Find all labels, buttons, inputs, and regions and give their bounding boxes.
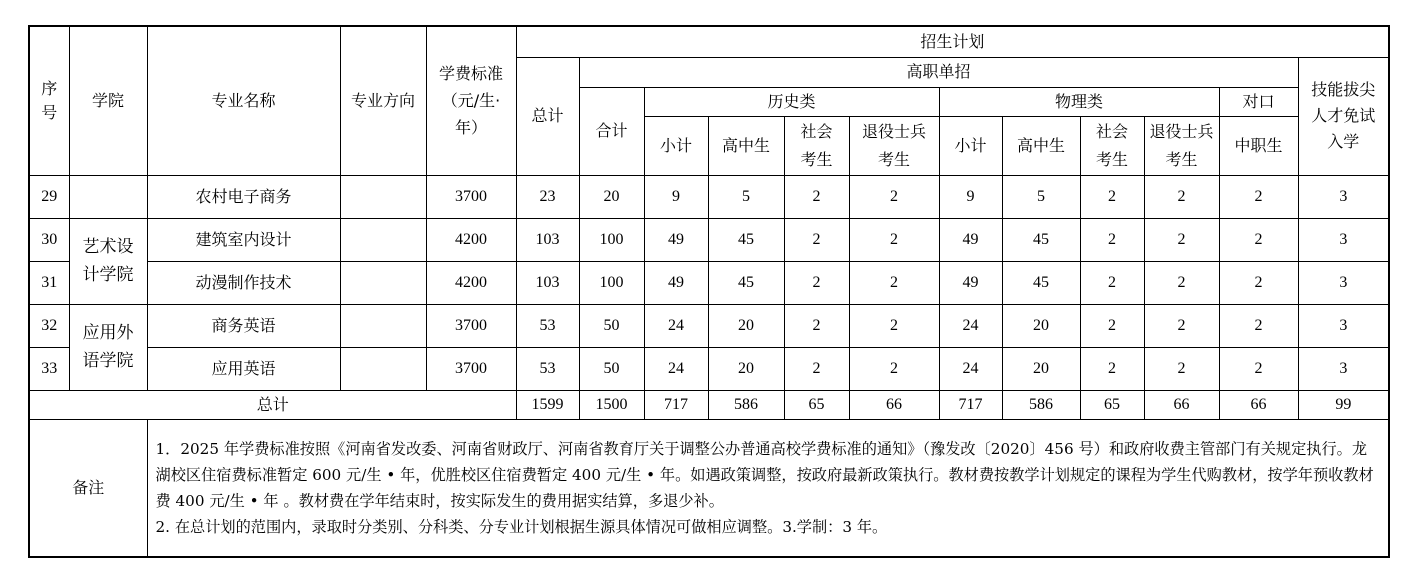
cell-physics-veteran: 2: [1144, 304, 1219, 347]
cell-skill: 3: [1298, 175, 1389, 218]
totals-history-veteran: 66: [849, 390, 939, 419]
cell-physics-social: 2: [1080, 347, 1144, 390]
header-physics: 物理类: [939, 87, 1219, 116]
totals-physics-highschool: 586: [1002, 390, 1080, 419]
header-seq: 序号: [29, 26, 69, 175]
cell-history-subtotal: 49: [644, 261, 708, 304]
header-secondary: 中职生: [1219, 116, 1298, 175]
cell-history-veteran: 2: [849, 347, 939, 390]
header-physics-veteran: 退役士兵考生: [1144, 116, 1219, 175]
cell-tuition: 3700: [426, 304, 516, 347]
cell-history-social: 2: [784, 304, 849, 347]
cell-tuition: 4200: [426, 261, 516, 304]
totals-history-social: 65: [784, 390, 849, 419]
notes-line-1: 1．2025 年学费标准按照《河南省发改委、河南省财政厅、河南省教育厅关于调整公办普通高校学费标准的通知》（豫发改〔2020〕456 号）和政府收费主管部门有关规定执行。龙湖校区住宿费标准暂定 600 元/生 • 年，优胜校区住宿费暂定 400 元/生 • 年。如遇政策调整，按政府最新政策执行。教材费按教学计划规定的课程为学生代购教材，按学年预收教材费 400 元/生 • 年 。教材费在学年结束时，按实际发生的费用据实结算，多退少补。: [155, 439, 1374, 510]
notes-content: [147, 419, 1389, 557]
cell-physics-highschool: 5: [1002, 175, 1080, 218]
cell-physics-social: 2: [1080, 218, 1144, 261]
cell-physics-subtotal: 49: [939, 218, 1002, 261]
cell-direction: [340, 347, 426, 390]
cell-tuition: 3700: [426, 347, 516, 390]
cell-no: 33: [29, 347, 69, 390]
cell-skill: 3: [1298, 304, 1389, 347]
cell-tuition: 4200: [426, 218, 516, 261]
cell-physics-social: 2: [1080, 175, 1144, 218]
cell-total: 23: [516, 175, 579, 218]
cell-major: 建筑室内设计: [147, 218, 340, 261]
notes-row: [29, 419, 1389, 557]
cell-total: 53: [516, 304, 579, 347]
cell-major: 动漫制作技术: [147, 261, 340, 304]
cell-physics-highschool: 45: [1002, 218, 1080, 261]
cell-secondary: 2: [1219, 175, 1298, 218]
header-skill: 技能拔尖人才免试入学: [1298, 57, 1389, 175]
cell-college: 应用外语学院: [69, 304, 147, 390]
cell-history-subtotal: 49: [644, 218, 708, 261]
totals-skill: 99: [1298, 390, 1389, 419]
cell-secondary: 2: [1219, 304, 1298, 347]
cell-physics-social: 2: [1080, 304, 1144, 347]
cell-physics-subtotal: 49: [939, 261, 1002, 304]
cell-history-veteran: 2: [849, 261, 939, 304]
cell-physics-veteran: 2: [1144, 218, 1219, 261]
cell-direction: [340, 175, 426, 218]
cell-physics-highschool: 45: [1002, 261, 1080, 304]
enrollment-plan-table: [28, 25, 1390, 558]
totals-history-subtotal: 717: [644, 390, 708, 419]
cell-history-subtotal: 9: [644, 175, 708, 218]
header-total: 总计: [516, 57, 579, 175]
cell-history-highschool: 45: [708, 261, 784, 304]
cell-history-veteran: 2: [849, 304, 939, 347]
cell-sum: 50: [579, 304, 644, 347]
cell-history-highschool: 20: [708, 304, 784, 347]
cell-tuition: 3700: [426, 175, 516, 218]
cell-total: 53: [516, 347, 579, 390]
cell-major: 农村电子商务: [147, 175, 340, 218]
totals-total: 1599: [516, 390, 579, 419]
cell-history-social: 2: [784, 347, 849, 390]
table-row: [29, 218, 1389, 261]
cell-direction: [340, 261, 426, 304]
cell-sum: 20: [579, 175, 644, 218]
cell-no: 29: [29, 175, 69, 218]
cell-total: 103: [516, 261, 579, 304]
cell-history-social: 2: [784, 175, 849, 218]
cell-physics-veteran: 2: [1144, 175, 1219, 218]
header-history-veteran: 退役士兵考生: [849, 116, 939, 175]
totals-history-highschool: 586: [708, 390, 784, 419]
table-row: [29, 175, 1389, 218]
header-history-subtotal: 小计: [644, 116, 708, 175]
cell-college: 艺术设计学院: [69, 218, 147, 304]
cell-no: 30: [29, 218, 69, 261]
table-row: [29, 304, 1389, 347]
cell-skill: 3: [1298, 261, 1389, 304]
header-vocational: 高职单招: [579, 57, 1298, 87]
cell-sum: 50: [579, 347, 644, 390]
header-college: 学院: [69, 26, 147, 175]
cell-history-highschool: 45: [708, 218, 784, 261]
totals-physics-subtotal: 717: [939, 390, 1002, 419]
totals-secondary: 66: [1219, 390, 1298, 419]
cell-history-subtotal: 24: [644, 304, 708, 347]
header-tuition: 学费标准（元/生·年）: [426, 26, 516, 175]
cell-sum: 100: [579, 218, 644, 261]
header-plan: 招生计划: [516, 26, 1389, 57]
header-history-social: 社会考生: [784, 116, 849, 175]
cell-no: 31: [29, 261, 69, 304]
notes-line-2: 2. 在总计划的范围内，录取时分类别、分科类、分专业计划根据生源具体情况可做相应调整。3.学制：3 年。: [155, 517, 888, 536]
header-counterpart: 对口: [1219, 87, 1298, 116]
cell-physics-veteran: 2: [1144, 261, 1219, 304]
cell-physics-subtotal: 24: [939, 304, 1002, 347]
header-history-highschool: 高中生: [708, 116, 784, 175]
cell-secondary: 2: [1219, 347, 1298, 390]
header-physics-highschool: 高中生: [1002, 116, 1080, 175]
cell-skill: 3: [1298, 218, 1389, 261]
header-major: 专业名称: [147, 26, 340, 175]
cell-physics-subtotal: 9: [939, 175, 1002, 218]
notes-label: 备注: [29, 419, 147, 557]
cell-physics-highschool: 20: [1002, 347, 1080, 390]
totals-physics-social: 65: [1080, 390, 1144, 419]
header-direction: 专业方向: [340, 26, 426, 175]
cell-major: 商务英语: [147, 304, 340, 347]
cell-history-highschool: 5: [708, 175, 784, 218]
cell-secondary: 2: [1219, 218, 1298, 261]
table-row: [29, 347, 1389, 390]
cell-physics-social: 2: [1080, 261, 1144, 304]
cell-physics-subtotal: 24: [939, 347, 1002, 390]
cell-sum: 100: [579, 261, 644, 304]
cell-physics-veteran: 2: [1144, 347, 1219, 390]
header-history: 历史类: [644, 87, 939, 116]
header-row-1: [29, 26, 1389, 57]
totals-row: [29, 390, 1389, 419]
cell-direction: [340, 304, 426, 347]
cell-skill: 3: [1298, 347, 1389, 390]
cell-history-social: 2: [784, 218, 849, 261]
header-physics-social: 社会考生: [1080, 116, 1144, 175]
cell-total: 103: [516, 218, 579, 261]
totals-sum: 1500: [579, 390, 644, 419]
cell-history-veteran: 2: [849, 175, 939, 218]
totals-physics-veteran: 66: [1144, 390, 1219, 419]
header-subtotal-all: 合计: [579, 87, 644, 175]
cell-no: 32: [29, 304, 69, 347]
cell-physics-highschool: 20: [1002, 304, 1080, 347]
totals-label: 总计: [29, 390, 516, 419]
cell-college: [69, 175, 147, 218]
cell-history-highschool: 20: [708, 347, 784, 390]
cell-secondary: 2: [1219, 261, 1298, 304]
cell-history-veteran: 2: [849, 218, 939, 261]
table-row: [29, 261, 1389, 304]
cell-history-social: 2: [784, 261, 849, 304]
header-physics-subtotal: 小计: [939, 116, 1002, 175]
cell-major: 应用英语: [147, 347, 340, 390]
cell-history-subtotal: 24: [644, 347, 708, 390]
cell-direction: [340, 218, 426, 261]
